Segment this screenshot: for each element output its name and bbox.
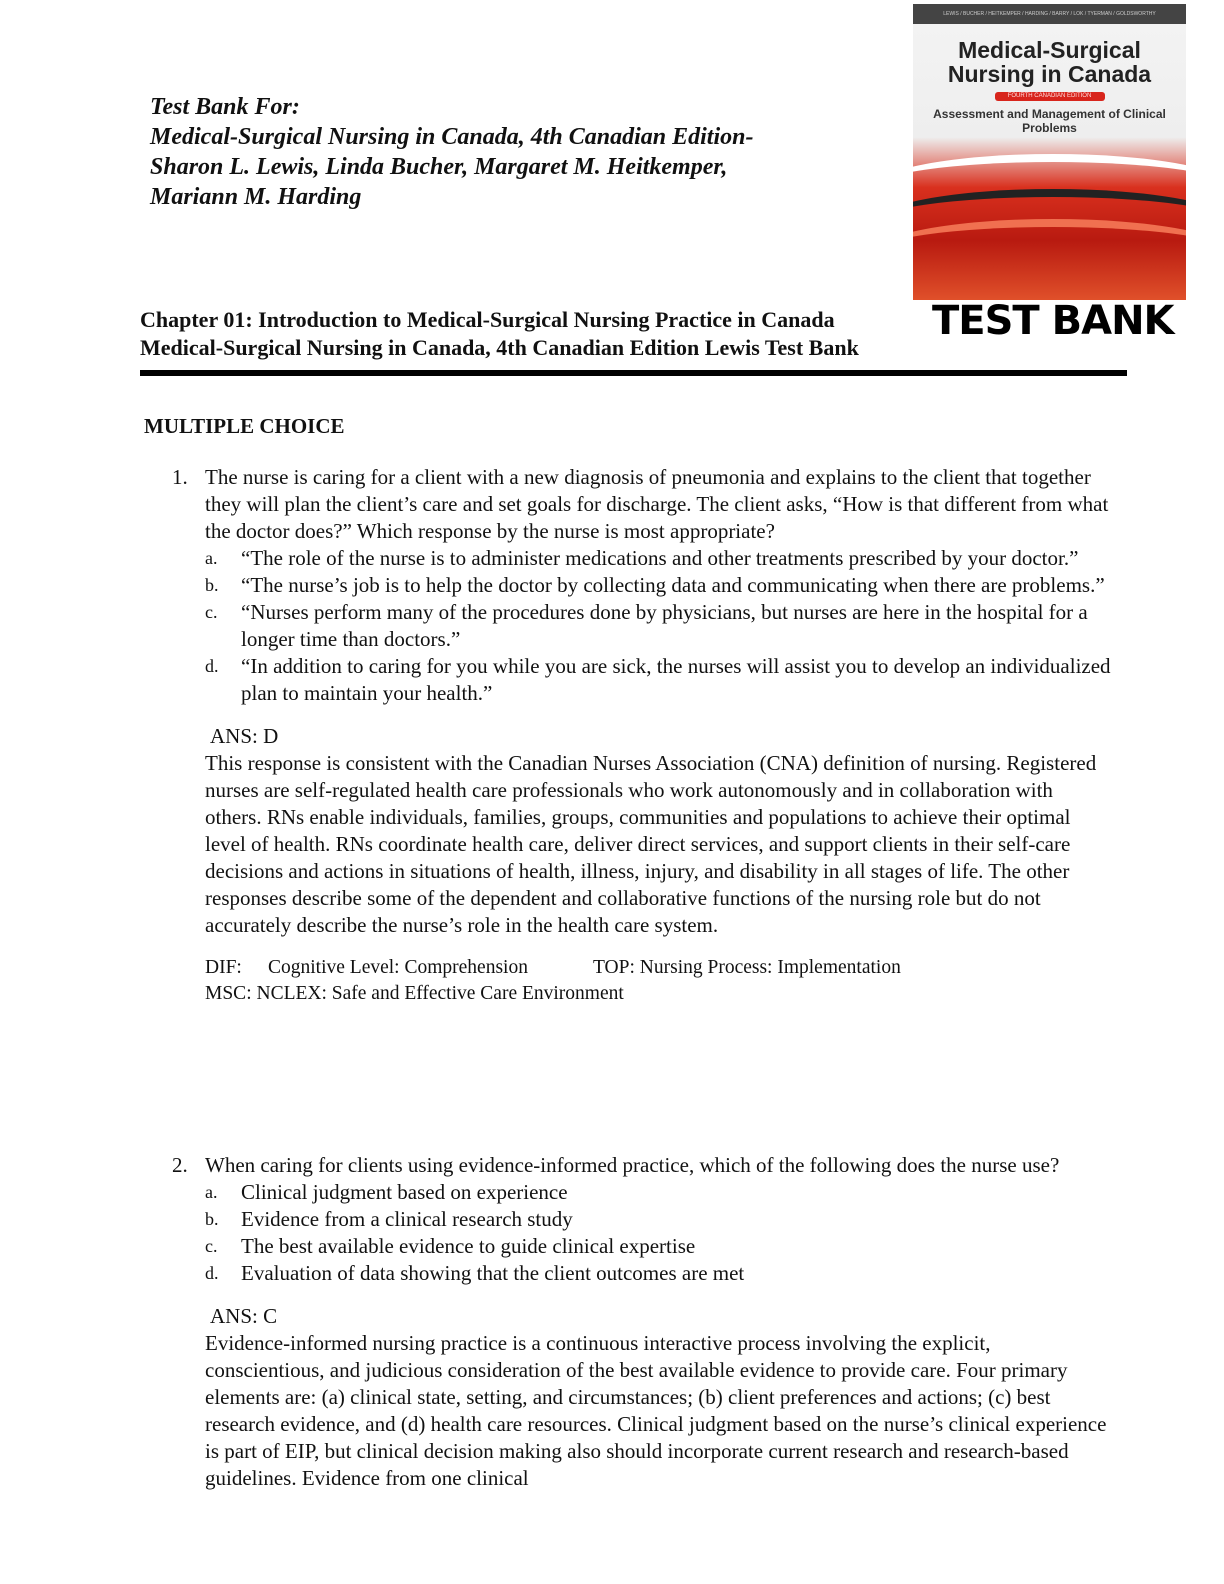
chapter-line: Chapter 01: Introduction to Medical-Surgical Nursing Practice in Canada [140, 307, 835, 332]
option-letter: b. [205, 575, 219, 595]
option-a [205, 545, 1112, 572]
option-d [205, 1260, 1112, 1287]
header-line: Sharon L. Lewis, Linda Bucher, Margaret M. Heitkemper, [150, 154, 728, 180]
dif-label: DIF: [205, 957, 242, 978]
option-text: “The nurse’s job is to help the doctor by collecting data and communicating when there are problems.” [241, 573, 1105, 597]
question-metadata [205, 955, 1112, 1007]
option-text: “In addition to caring for you while you are sick, the nurses will assist you to develop an individualized plan to maintain your health.” [241, 654, 1111, 705]
cognitive-level: Cognitive Level: Comprehension [268, 957, 528, 978]
option-c [205, 599, 1112, 653]
test-bank-stamp: TEST BANK [932, 298, 1174, 344]
chapter-line: Medical-Surgical Nursing in Canada, 4th Canadian Edition Lewis Test Bank [140, 335, 859, 360]
rationale: This response is consistent with the Canadian Nurses Association (CNA) definition of nursing. Registered nurses are self-regulated health care professionals who work autonomously and in collaboration with others. RNs enable individuals, families, groups, communities and populations to achieve their optimal level of health. RNs coordinate health care, deliver direct services, and support clients in their self-care decisions and actions in situations of health, illness, injury, and disability in all stages of life. The other responses describe some of the dependent and collaborative functions of the nursing role but do not accurately describe the nurse’s role in the health care system. [205, 751, 1097, 937]
cover-edition: FOURTH CANADIAN EDITION [995, 92, 1105, 101]
msc: MSC: NCLEX: Safe and Effective Care Environment [205, 983, 624, 1004]
option-letter: c. [205, 1236, 218, 1256]
option-c [205, 1233, 1112, 1260]
header-line: Test Bank For: [150, 94, 300, 120]
chapter-title [140, 306, 859, 362]
cover-subtitle: Assessment and Management of Clinical Problems [933, 107, 1166, 135]
cover-authors: LEWIS / BUCHER / HEITKEMPER / HARDING / BARRY / LOK / TYERMAN / GOLDSWORTHY [913, 4, 1186, 24]
option-text: Clinical judgment based on experience [241, 1180, 568, 1204]
cover-swoosh [913, 219, 1186, 287]
option-text: “Nurses perform many of the procedures done by physicians, but nurses are here in the hospital for a longer time than doctors.” [241, 600, 1088, 651]
book-cover-image [913, 4, 1186, 300]
option-b [205, 572, 1112, 599]
option-letter: a. [205, 548, 218, 568]
topic: TOP: Nursing Process: Implementation [593, 957, 901, 978]
option-a [205, 1179, 1112, 1206]
option-d [205, 653, 1112, 707]
question-1 [172, 464, 1112, 1007]
option-text: Evaluation of data showing that the client outcomes are met [241, 1261, 745, 1285]
option-letter: a. [205, 1182, 218, 1202]
question-stem: When caring for clients using evidence-informed practice, which of the following does the nurse use? [205, 1153, 1060, 1177]
header-line: Medical-Surgical Nursing in Canada, 4th Canadian Edition- [150, 124, 754, 150]
option-text: Evidence from a clinical research study [241, 1207, 573, 1231]
rationale: Evidence-informed nursing practice is a continuous interactive process involving the explicit, conscientious, and judicious consideration of the best available evidence to provide care. Four primary elements are: (a) clinical state, setting, and circumstances; (b) client preferences and actions; (c) best research evidence, and (d) health care resources. Clinical judgment based on the nurse’s clinical experience is part of EIP, but clinical decision making also should incorporate current research and research-based guidelines. Evidence from one clinical [205, 1331, 1107, 1490]
answer: ANS: C [210, 1304, 278, 1328]
question-number: 2. [172, 1153, 188, 1177]
option-letter: b. [205, 1209, 219, 1229]
answer: ANS: D [210, 724, 279, 748]
option-text: The best available evidence to guide clinical expertise [241, 1234, 696, 1258]
option-text: “The role of the nurse is to administer medications and other treatments prescribed by your doctor.” [241, 546, 1079, 570]
section-heading: MULTIPLE CHOICE [144, 414, 345, 438]
option-letter: d. [205, 1263, 219, 1283]
document-header [150, 92, 753, 212]
header-line: Mariann M. Harding [150, 184, 362, 210]
question-number: 1. [172, 465, 188, 489]
divider [140, 370, 1127, 376]
option-letter: c. [205, 602, 218, 622]
question-stem: The nurse is caring for a client with a new diagnosis of pneumonia and explains to the client that together they will plan the client’s care and set goals for discharge. The client asks, “How is that different from what the doctor does?” Which response by the nurse is most appropriate? [205, 465, 1109, 543]
question-2 [172, 1152, 1112, 1492]
cover-title: Medical-Surgical Nursing in Canada [947, 37, 1152, 87]
option-letter: d. [205, 656, 219, 676]
option-b [205, 1206, 1112, 1233]
